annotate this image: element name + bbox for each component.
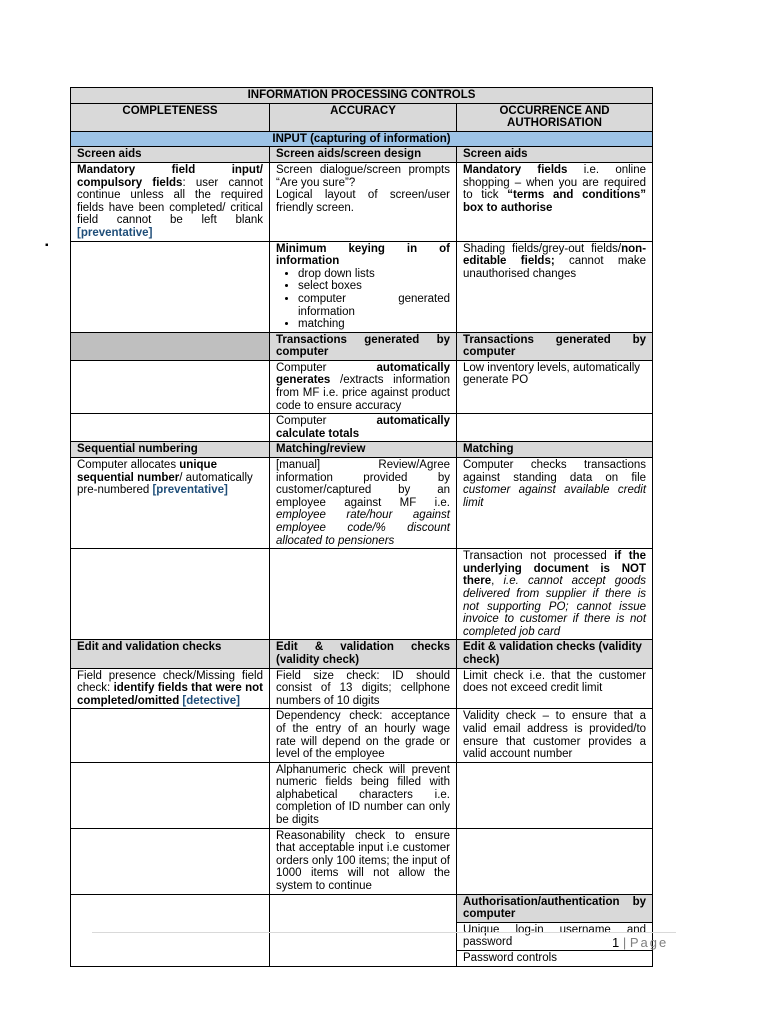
cell-reasonability-check: Reasonability check to ensure that acceptable input i.e customer orders only 100 items; the input of 1000 items will not allow the system to continue — [270, 828, 457, 894]
cell-empty — [71, 762, 270, 828]
cell-empty — [71, 549, 270, 640]
cell-empty — [71, 414, 270, 442]
column-header-occurrence: OCCURRENCE AND AUTHORISATION — [457, 103, 653, 131]
cell-empty-shaded — [71, 332, 270, 360]
list-item: • computer generated information — [298, 293, 450, 318]
cell-authorisation — [457, 894, 653, 966]
cell-limit-check: Limit check i.e. that the customer does not exceed credit limit — [457, 668, 653, 709]
cell-empty — [270, 549, 457, 640]
heading-sequential-numbering: Sequential numbering — [71, 442, 270, 458]
cell-auto-generates: Computer automatically generates /extracts information from MF i.e. price against product code to ensure accuracy — [270, 360, 457, 413]
cell-empty — [457, 828, 653, 894]
cell-low-inventory: Low inventory levels, automatically generate PO — [457, 360, 653, 413]
stray-bullet: ▪ — [45, 240, 49, 251]
list-item: • drop down lists — [298, 268, 450, 281]
controls-table — [70, 87, 653, 967]
heading-authorisation: Authorisation/authentication by computer — [457, 895, 652, 923]
heading-edit-validation-1: Edit and validation checks — [71, 640, 270, 668]
cell-field-size: Field size check: ID should consist of 13 digits; cellphone numbers of 10 digits — [270, 668, 457, 709]
heading-edit-validation-3: Edit & validation checks (validity check) — [457, 640, 653, 668]
heading-transactions-generated-3: Transactions generated by computer — [457, 332, 653, 360]
cell-empty — [457, 762, 653, 828]
cell-empty — [71, 828, 270, 894]
heading-matching-review: Matching/review — [270, 442, 457, 458]
heading-transactions-generated-2: Transactions generated by computer — [270, 332, 457, 360]
cell-dependency-check: Dependency check: acceptance of the entry of an hourly wage rate will depend on the grade or level of the employee — [270, 709, 457, 762]
page-word: Page — [629, 935, 669, 950]
cell-computer-checks: Computer checks transactions against standing data on file customer against available credit limit — [457, 458, 653, 549]
cell-empty — [71, 241, 270, 332]
column-header-completeness: COMPLETENESS — [71, 103, 270, 131]
cell-empty — [71, 709, 270, 762]
cell-alphanumeric-check: Alphanumeric check will prevent numeric fields being filled with alphabetical characters i.e. completion of ID number can only be digits — [270, 762, 457, 828]
cell-unique-sequential: Computer allocates unique sequential number/ automatically pre-numbered [preventative] — [71, 458, 270, 549]
list-item: • select boxes — [298, 280, 450, 293]
page-footer — [612, 935, 668, 950]
page-number: 1 — [612, 935, 620, 950]
cell-minimum-keying: Minimum keying in of information • drop down lists • select boxes • computer generated information • matching — [270, 241, 457, 332]
section-input: INPUT (capturing of information) — [71, 131, 653, 147]
cell-mandatory-fields: Mandatory fields i.e. online shopping – when you are required to tick “terms and conditions” box to authorise — [457, 162, 653, 241]
cell-manual-review: [manual] Review/Agree information provided by customer/captured by an employee against MF i.e. employee rate/hour against employee code/% discount allocated to pensioners — [270, 458, 457, 549]
cell-empty — [71, 894, 270, 966]
footer-separator: | — [622, 935, 627, 950]
cell-mandatory-field: Mandatory field input/ compulsory fields: user cannot continue unless all the required fields have been completed/ critical field cannot be left blank [preventative] — [71, 162, 270, 241]
cell-empty — [270, 894, 457, 966]
table-title: INFORMATION PROCESSING CONTROLS — [71, 88, 653, 104]
cell-validity-check: Validity check – to ensure that a valid email address is provided/to ensure that customer provides a valid account number — [457, 709, 653, 762]
heading-matching: Matching — [457, 442, 653, 458]
cell-screen-dialogue: Screen dialogue/screen prompts “Are you sure”? Logical layout of screen/user friendly screen. — [270, 162, 457, 241]
document-page — [70, 87, 652, 967]
cell-auto-totals: Computer automatically calculate totals — [270, 414, 457, 442]
cell-unique-login: Unique log-in username and password — [457, 922, 652, 950]
heading-edit-validation-2: Edit & validation checks (validity check) — [270, 640, 457, 668]
cell-empty — [457, 414, 653, 442]
footer-divider — [92, 932, 676, 933]
column-header-accuracy: ACCURACY — [270, 103, 457, 131]
cell-password-controls: Password controls — [463, 952, 557, 964]
heading-screen-design: Screen aids/screen design — [270, 147, 457, 163]
cell-field-presence: Field presence check/Missing field check: identify fields that were not completed/omitted [detective] — [71, 668, 270, 709]
cell-empty — [71, 360, 270, 413]
cell-transaction-not-processed: Transaction not processed if the underlying document is NOT there, i.e. cannot accept goods delivered from supplier if there is not supporting PO; cannot issue invoice to customer if there is not completed job card — [457, 549, 653, 640]
heading-screen-aids-3: Screen aids — [457, 147, 653, 163]
heading-screen-aids-1: Screen aids — [71, 147, 270, 163]
authorisation-subtable — [457, 895, 652, 966]
list-item: • matching — [298, 318, 450, 331]
keying-list — [276, 268, 450, 331]
cell-shading-fields: Shading fields/grey-out fields/non-editable fields; cannot make unauthorised changes — [457, 241, 653, 332]
